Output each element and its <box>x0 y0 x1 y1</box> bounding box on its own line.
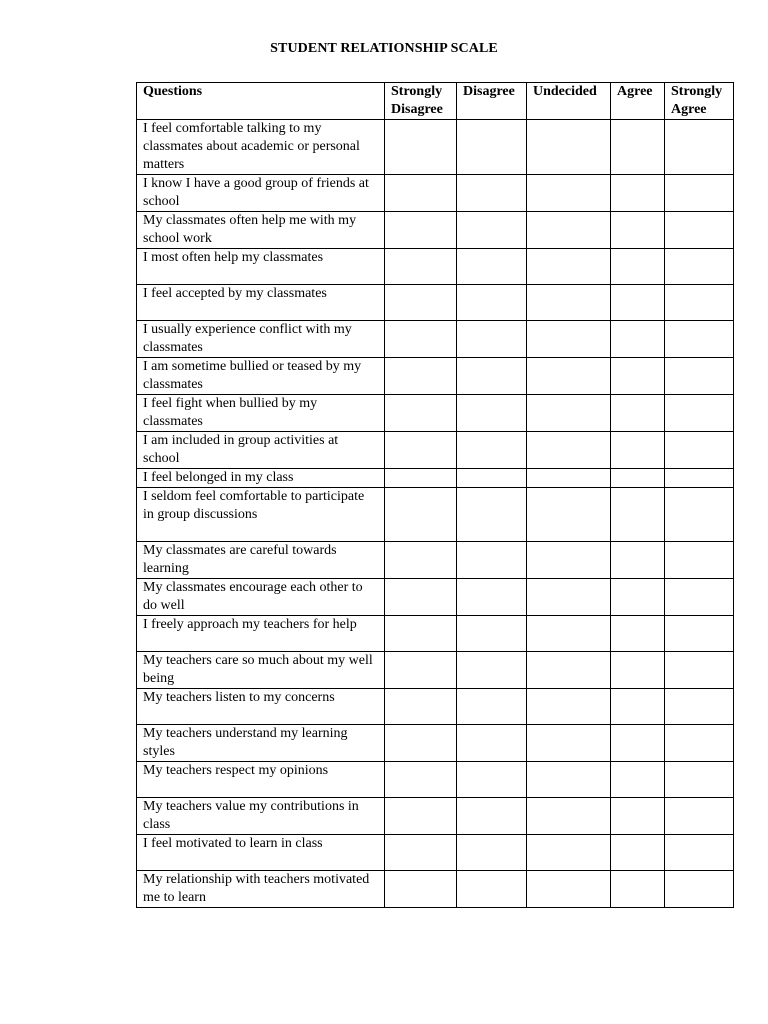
response-cell-undecided[interactable] <box>527 725 611 762</box>
header-disagree: Disagree <box>457 83 527 120</box>
question-text: My teachers listen to my concerns <box>137 689 385 725</box>
response-cell-disagree[interactable] <box>457 212 527 249</box>
table-row <box>137 469 734 488</box>
response-cell-strongly-disagree[interactable] <box>385 652 457 689</box>
response-cell-strongly-disagree[interactable] <box>385 120 457 175</box>
question-text: I am sometime bullied or teased by my classmates <box>137 358 385 395</box>
question-text: My classmates often help me with my school work <box>137 212 385 249</box>
response-cell-disagree[interactable] <box>457 616 527 652</box>
response-cell-undecided[interactable] <box>527 120 611 175</box>
response-cell-strongly-agree[interactable] <box>665 689 734 725</box>
response-cell-undecided[interactable] <box>527 689 611 725</box>
response-cell-agree[interactable] <box>611 835 665 871</box>
response-cell-strongly-agree[interactable] <box>665 285 734 321</box>
response-cell-disagree[interactable] <box>457 469 527 488</box>
response-cell-strongly-agree[interactable] <box>665 249 734 285</box>
response-cell-undecided[interactable] <box>527 321 611 358</box>
response-cell-strongly-disagree[interactable] <box>385 175 457 212</box>
response-cell-strongly-agree[interactable] <box>665 798 734 835</box>
response-cell-strongly-agree[interactable] <box>665 762 734 798</box>
question-text: I seldom feel comfortable to participate in group discussions <box>137 488 385 542</box>
response-cell-agree[interactable] <box>611 542 665 579</box>
response-cell-disagree[interactable] <box>457 175 527 212</box>
header-questions: Questions <box>137 83 385 120</box>
response-cell-disagree[interactable] <box>457 358 527 395</box>
table-row <box>137 652 734 689</box>
response-cell-strongly-agree[interactable] <box>665 321 734 358</box>
response-cell-strongly-agree[interactable] <box>665 616 734 652</box>
response-cell-strongly-disagree[interactable] <box>385 321 457 358</box>
header-agree: Agree <box>611 83 665 120</box>
response-cell-agree[interactable] <box>611 432 665 469</box>
response-cell-undecided[interactable] <box>527 432 611 469</box>
question-text: My relationship with teachers motivated me to learn <box>137 871 385 908</box>
question-text: I feel comfortable talking to my classmates about academic or personal matters <box>137 120 385 175</box>
response-cell-agree[interactable] <box>611 616 665 652</box>
response-cell-disagree[interactable] <box>457 579 527 616</box>
table-row <box>137 249 734 285</box>
response-cell-disagree[interactable] <box>457 285 527 321</box>
response-cell-undecided[interactable] <box>527 212 611 249</box>
response-cell-disagree[interactable] <box>457 120 527 175</box>
response-cell-disagree[interactable] <box>457 871 527 908</box>
response-cell-undecided[interactable] <box>527 871 611 908</box>
response-cell-strongly-disagree[interactable] <box>385 285 457 321</box>
question-text: My classmates are careful towards learning <box>137 542 385 579</box>
response-cell-strongly-disagree[interactable] <box>385 432 457 469</box>
response-cell-agree[interactable] <box>611 798 665 835</box>
response-cell-undecided[interactable] <box>527 798 611 835</box>
response-cell-strongly-agree[interactable] <box>665 871 734 908</box>
question-text: I know I have a good group of friends at school <box>137 175 385 212</box>
response-cell-agree[interactable] <box>611 120 665 175</box>
table-row <box>137 725 734 762</box>
response-cell-strongly-agree[interactable] <box>665 120 734 175</box>
response-cell-strongly-agree[interactable] <box>665 542 734 579</box>
response-cell-agree[interactable] <box>611 249 665 285</box>
response-cell-strongly-disagree[interactable] <box>385 762 457 798</box>
question-text: My teachers care so much about my well being <box>137 652 385 689</box>
response-cell-disagree[interactable] <box>457 798 527 835</box>
response-cell-strongly-disagree[interactable] <box>385 579 457 616</box>
response-cell-undecided[interactable] <box>527 395 611 432</box>
question-text: My teachers understand my learning styles <box>137 725 385 762</box>
response-cell-disagree[interactable] <box>457 542 527 579</box>
question-text: I feel fight when bullied by my classmates <box>137 395 385 432</box>
response-cell-undecided[interactable] <box>527 488 611 542</box>
response-cell-agree[interactable] <box>611 689 665 725</box>
response-cell-strongly-disagree[interactable] <box>385 488 457 542</box>
header-strongly-disagree: Strongly Disagree <box>385 83 457 120</box>
document-title: STUDENT RELATIONSHIP SCALE <box>270 41 498 56</box>
response-cell-undecided[interactable] <box>527 616 611 652</box>
response-cell-strongly-agree[interactable] <box>665 469 734 488</box>
response-cell-strongly-disagree[interactable] <box>385 616 457 652</box>
table-row <box>137 432 734 469</box>
table-row <box>137 285 734 321</box>
response-cell-disagree[interactable] <box>457 762 527 798</box>
response-cell-disagree[interactable] <box>457 395 527 432</box>
header-strongly-agree: Strongly Agree <box>665 83 734 120</box>
response-cell-undecided[interactable] <box>527 835 611 871</box>
response-cell-strongly-disagree[interactable] <box>385 358 457 395</box>
response-cell-strongly-agree[interactable] <box>665 579 734 616</box>
response-cell-agree[interactable] <box>611 321 665 358</box>
response-cell-agree[interactable] <box>611 579 665 616</box>
response-cell-disagree[interactable] <box>457 488 527 542</box>
question-text: I usually experience conflict with my classmates <box>137 321 385 358</box>
response-cell-disagree[interactable] <box>457 652 527 689</box>
table-row <box>137 358 734 395</box>
table-row <box>137 542 734 579</box>
question-text: I feel belonged in my class <box>137 469 385 488</box>
response-cell-agree[interactable] <box>611 725 665 762</box>
header-undecided: Undecided <box>527 83 611 120</box>
table-row <box>137 616 734 652</box>
response-cell-agree[interactable] <box>611 871 665 908</box>
response-cell-strongly-disagree[interactable] <box>385 835 457 871</box>
response-cell-strongly-agree[interactable] <box>665 175 734 212</box>
response-cell-strongly-disagree[interactable] <box>385 542 457 579</box>
question-text: I freely approach my teachers for help <box>137 616 385 652</box>
question-text: I feel motivated to learn in class <box>137 835 385 871</box>
response-cell-strongly-agree[interactable] <box>665 395 734 432</box>
response-cell-undecided[interactable] <box>527 652 611 689</box>
response-cell-agree[interactable] <box>611 395 665 432</box>
response-cell-agree[interactable] <box>611 358 665 395</box>
question-text: My teachers value my contributions in class <box>137 798 385 835</box>
table-row <box>137 175 734 212</box>
question-text: My classmates encourage each other to do well <box>137 579 385 616</box>
table-row <box>137 798 734 835</box>
response-cell-strongly-disagree[interactable] <box>385 212 457 249</box>
table-row <box>137 212 734 249</box>
response-cell-disagree[interactable] <box>457 432 527 469</box>
table-row <box>137 871 734 908</box>
response-cell-strongly-agree[interactable] <box>665 212 734 249</box>
response-cell-agree[interactable] <box>611 762 665 798</box>
question-text: My teachers respect my opinions <box>137 762 385 798</box>
response-cell-undecided[interactable] <box>527 249 611 285</box>
response-cell-strongly-agree[interactable] <box>665 488 734 542</box>
response-cell-strongly-disagree[interactable] <box>385 871 457 908</box>
response-cell-strongly-agree[interactable] <box>665 835 734 871</box>
response-cell-undecided[interactable] <box>527 579 611 616</box>
response-cell-strongly-disagree[interactable] <box>385 725 457 762</box>
question-text: I am included in group activities at school <box>137 432 385 469</box>
table-row <box>137 762 734 798</box>
response-cell-strongly-disagree[interactable] <box>385 469 457 488</box>
response-cell-disagree[interactable] <box>457 249 527 285</box>
table-row <box>137 488 734 542</box>
table-row <box>137 835 734 871</box>
relationship-scale-table <box>136 82 734 908</box>
response-cell-strongly-disagree[interactable] <box>385 798 457 835</box>
table-row <box>137 395 734 432</box>
response-cell-disagree[interactable] <box>457 835 527 871</box>
response-cell-undecided[interactable] <box>527 175 611 212</box>
response-cell-agree[interactable] <box>611 488 665 542</box>
response-cell-strongly-disagree[interactable] <box>385 395 457 432</box>
response-cell-strongly-agree[interactable] <box>665 358 734 395</box>
question-text: I feel accepted by my classmates <box>137 285 385 321</box>
question-text: I most often help my classmates <box>137 249 385 285</box>
response-cell-agree[interactable] <box>611 175 665 212</box>
response-cell-disagree[interactable] <box>457 321 527 358</box>
response-cell-disagree[interactable] <box>457 689 527 725</box>
response-cell-strongly-disagree[interactable] <box>385 689 457 725</box>
response-cell-agree[interactable] <box>611 285 665 321</box>
table-row <box>137 321 734 358</box>
response-cell-undecided[interactable] <box>527 358 611 395</box>
response-cell-strongly-agree[interactable] <box>665 432 734 469</box>
table-row <box>137 689 734 725</box>
table-row <box>137 579 734 616</box>
response-cell-agree[interactable] <box>611 469 665 488</box>
response-cell-agree[interactable] <box>611 212 665 249</box>
response-cell-strongly-disagree[interactable] <box>385 249 457 285</box>
table-row <box>137 120 734 175</box>
response-cell-undecided[interactable] <box>527 469 611 488</box>
response-cell-undecided[interactable] <box>527 762 611 798</box>
response-cell-undecided[interactable] <box>527 542 611 579</box>
response-cell-agree[interactable] <box>611 652 665 689</box>
response-cell-undecided[interactable] <box>527 285 611 321</box>
table-header-row <box>137 83 734 120</box>
response-cell-disagree[interactable] <box>457 725 527 762</box>
response-cell-strongly-agree[interactable] <box>665 652 734 689</box>
response-cell-strongly-agree[interactable] <box>665 725 734 762</box>
